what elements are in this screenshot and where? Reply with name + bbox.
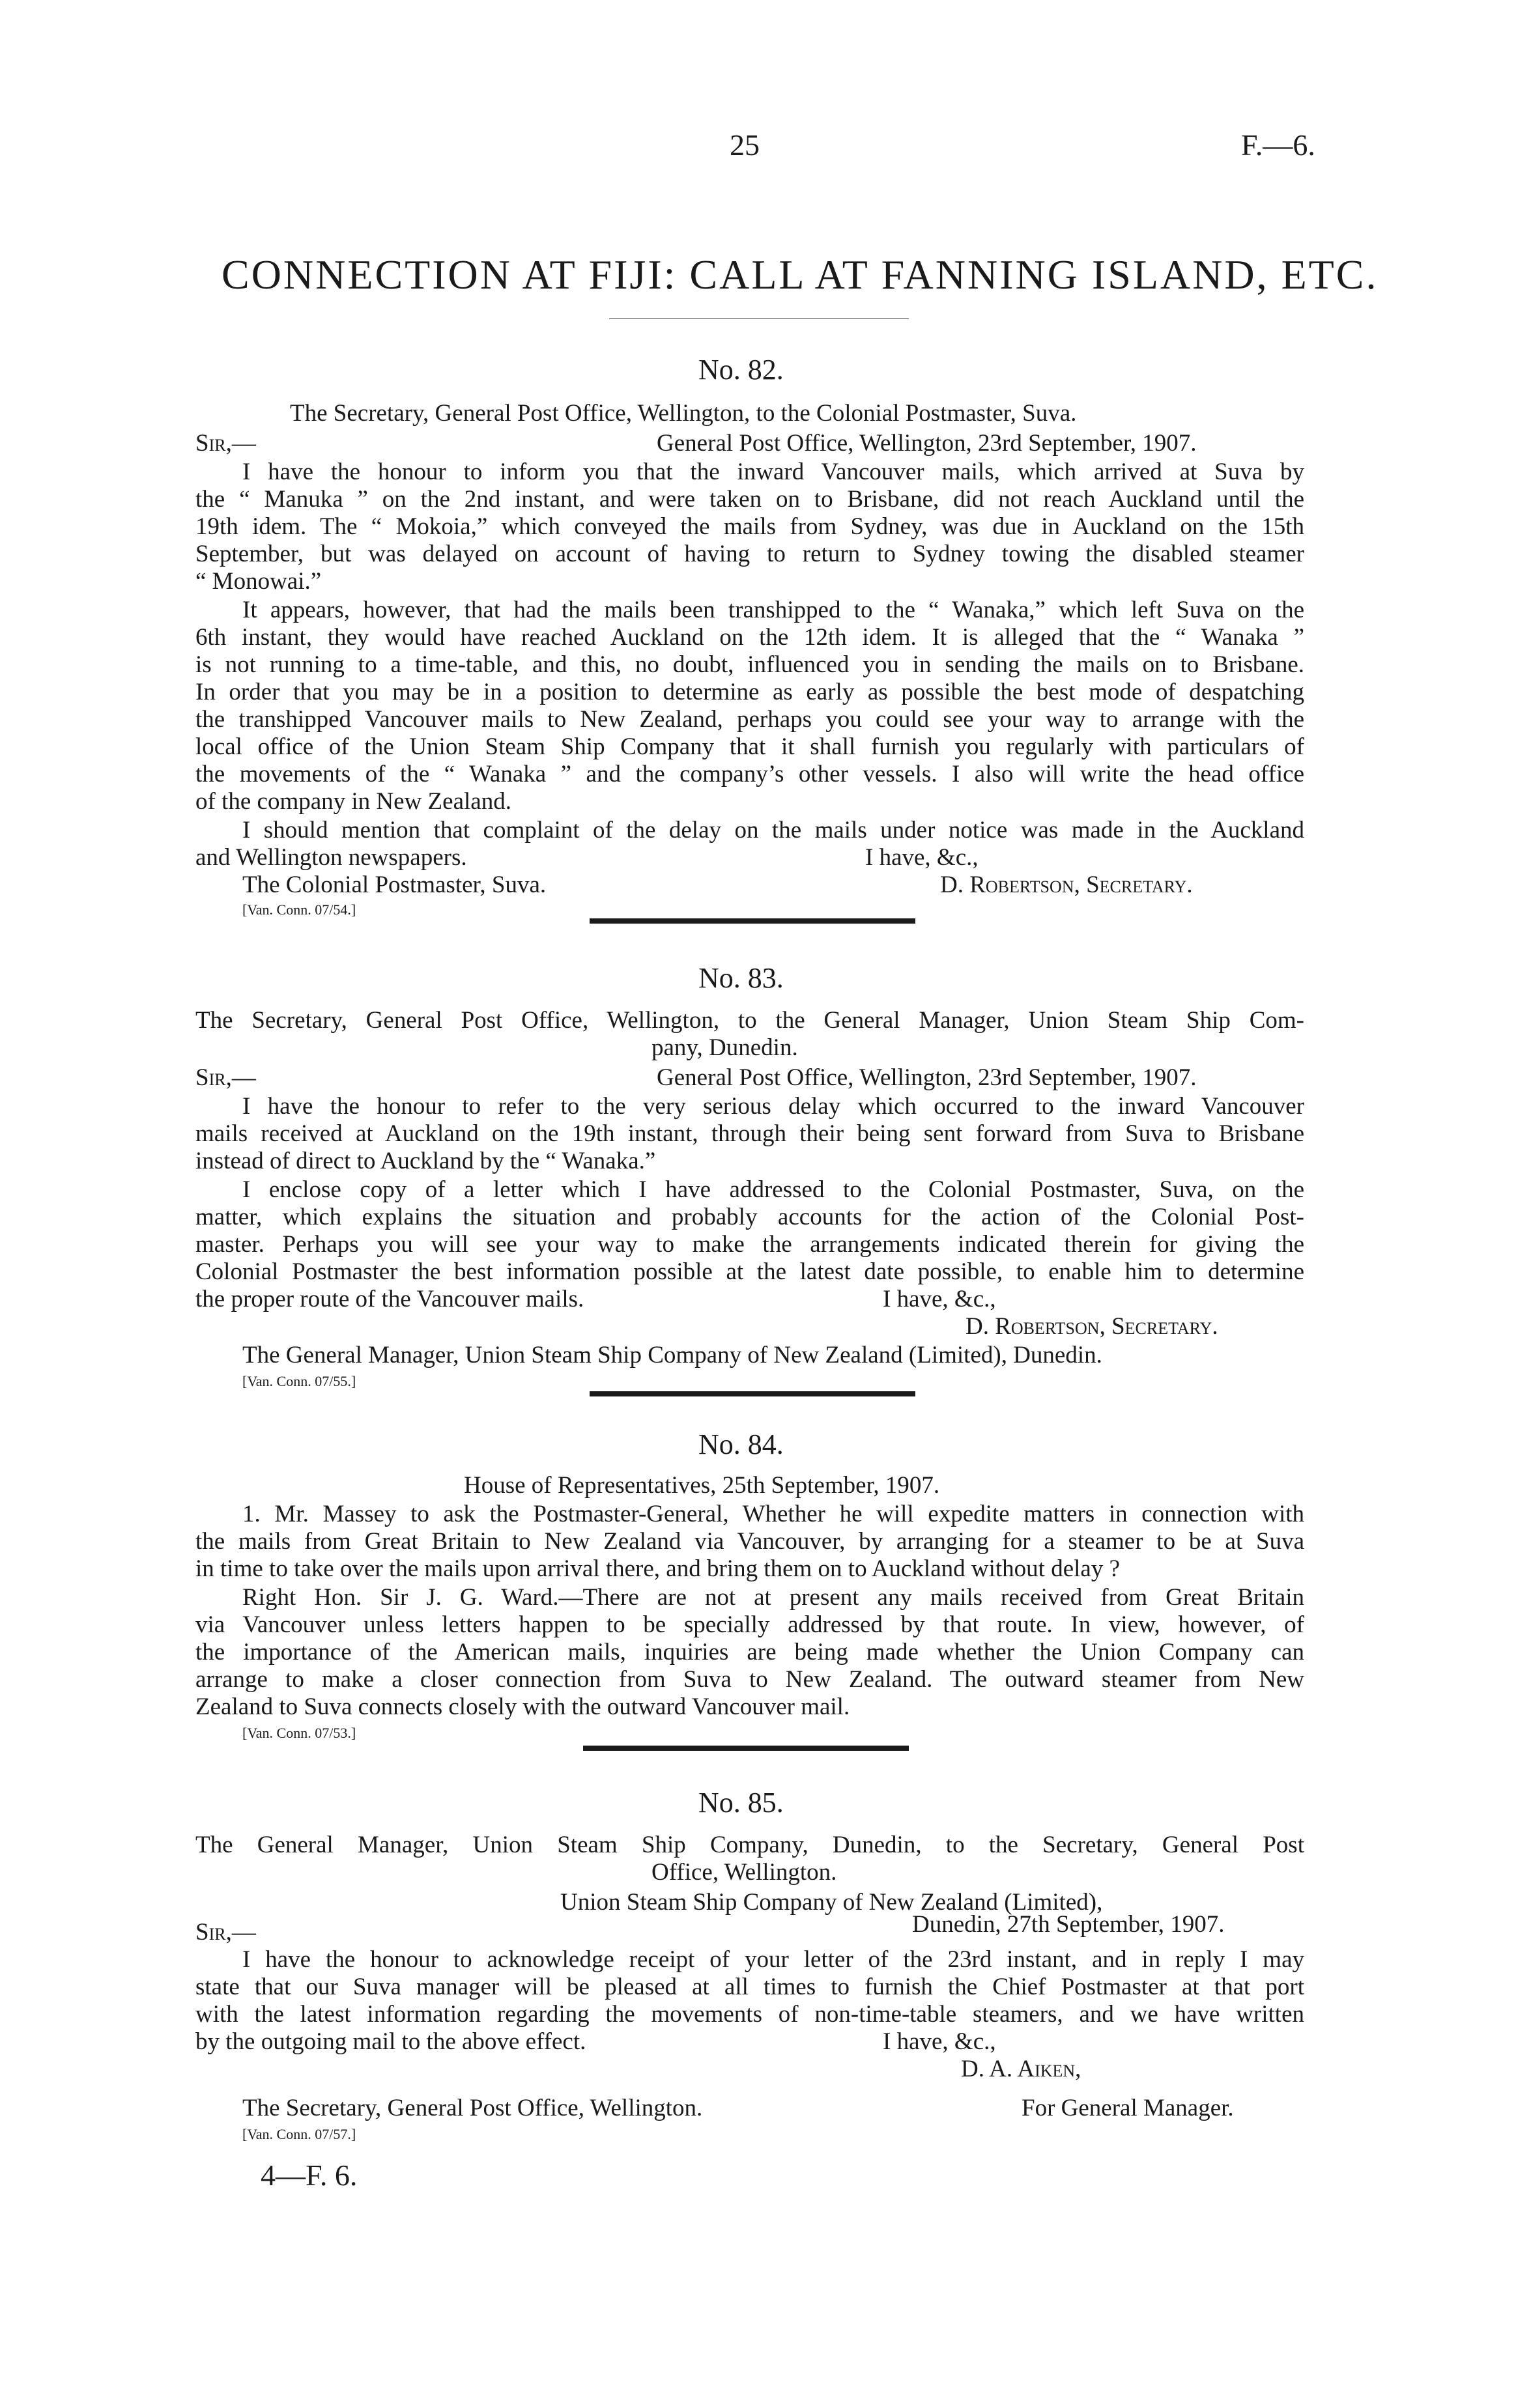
- file-reference: [Van. Conn. 07/55.]: [242, 1373, 356, 1389]
- closing: I have, &c.,: [865, 844, 979, 871]
- question-line: 1. Mr. Massey to ask the Postmaster-General, Whether he will expedite matters in connection with: [242, 1501, 1304, 1527]
- letter-heading-continued: Office, Wellington.: [651, 1859, 837, 1886]
- body-line: It appears, however, that had the mails been transhipped to the “ Wanaka,” which left Suva on the: [242, 597, 1304, 623]
- body-line: master. Perhaps you will see your way to make the arrangements indicated therein for giving the: [195, 1231, 1304, 1258]
- body-line: 19th idem. The “ Mokoia,” which conveyed the mails from Sydney, was due in Auckland on the 15th: [195, 513, 1304, 540]
- body-line: by the outgoing mail to the above effect.: [195, 2028, 586, 2055]
- body-line: I enclose copy of a letter which I have addressed to the Colonial Postmaster, Suva, on the: [242, 1176, 1304, 1203]
- body-line: with the latest information regarding the movements of non-time-table steamers, and we have written: [195, 2001, 1304, 2028]
- body-line: local office of the Union Steam Ship Company that it shall furnish you regularly with particulars of: [195, 733, 1304, 760]
- body-line: instead of direct to Auckland by the “ Wanaka.”: [195, 1148, 656, 1174]
- closing: I have, &c.,: [883, 1286, 996, 1312]
- page-number: 25: [730, 128, 760, 162]
- salutation: Sir,—: [195, 1919, 256, 1946]
- letter-heading: The Secretary, General Post Office, Wellington, to the Colonial Postmaster, Suva.: [290, 400, 1077, 427]
- question-line: in time to take over the mails upon arrival there, and bring them on to Auckland without delay ?: [195, 1555, 1120, 1582]
- letter-heading-continued: pany, Dunedin.: [651, 1034, 798, 1061]
- body-line: 6th instant, they would have reached Auckland on the 12th idem. It is alleged that the “ Wanaka ”: [195, 624, 1304, 651]
- letter-number: No. 83.: [698, 962, 784, 994]
- title-divider: [609, 318, 909, 319]
- body-line: September, but was delayed on account of having to return to Sydney towing the disabled steamer: [195, 541, 1304, 567]
- section-divider: [590, 918, 915, 924]
- closing: I have, &c.,: [883, 2028, 996, 2055]
- printer-signature-mark: 4—F. 6.: [261, 2159, 358, 2192]
- body-line: and Wellington newspapers.: [195, 844, 467, 871]
- body-line: I have the honour to inform you that the inward Vancouver mails, which arrived at Suva by: [242, 459, 1304, 485]
- body-line: I have the honour to refer to the very serious delay which occurred to the inward Vancouver: [242, 1093, 1304, 1120]
- file-reference: [Van. Conn. 07/57.]: [242, 2126, 356, 2142]
- salutation: Sir,—: [195, 1064, 256, 1091]
- addressee: The Secretary, General Post Office, Wellington.: [242, 2095, 703, 2121]
- answer-line: the importance of the American mails, inquiries are being made whether the Union Company can: [195, 1639, 1304, 1665]
- body-line: the proper route of the Vancouver mails.: [195, 1286, 584, 1312]
- letter-number: No. 85.: [698, 1787, 784, 1819]
- file-reference: [Van. Conn. 07/53.]: [242, 1725, 356, 1741]
- signature-name: D. A. Aiken,: [961, 2056, 1081, 2082]
- answer-line: arrange to make a closer connection from Suva to New Zealand. The outward steamer from New: [195, 1666, 1304, 1693]
- section-divider: [590, 1391, 915, 1396]
- question-line: the mails from Great Britain to New Zealand via Vancouver, by arranging for a steamer to be at Suva: [195, 1528, 1304, 1555]
- section-divider: [583, 1746, 909, 1751]
- letter-heading: The General Manager, Union Steam Ship Company, Dunedin, to the Secretary, General Post: [195, 1832, 1304, 1858]
- signature: D. Robertson, Secretary.: [965, 1313, 1218, 1340]
- addressee: The Colonial Postmaster, Suva.: [242, 871, 547, 898]
- place-date: Dunedin, 27th September, 1907.: [912, 1911, 1225, 1938]
- body-line: the movements of the “ Wanaka ” and the company’s other vessels. I also will write the head office: [195, 761, 1304, 787]
- file-reference: [Van. Conn. 07/54.]: [242, 901, 356, 918]
- body-line: “ Monowai.”: [195, 568, 322, 595]
- body-line: the transhipped Vancouver mails to New Zealand, perhaps you could see your way to arrange with the: [195, 706, 1304, 733]
- addressee: The General Manager, Union Steam Ship Company of New Zealand (Limited), Dunedin.: [242, 1342, 1102, 1368]
- body-line: is not running to a time-table, and this, no doubt, influenced you in sending the mails on to Brisbane.: [195, 651, 1304, 678]
- place-date: General Post Office, Wellington, 23rd September, 1907.: [657, 430, 1197, 457]
- place-date: House of Representatives, 25th September, 1907.: [464, 1472, 940, 1499]
- body-line: of the company in New Zealand.: [195, 788, 511, 815]
- body-line: mails received at Auckland on the 19th instant, through their being sent forward from Suva to Brisbane: [195, 1120, 1304, 1147]
- answer-line: Right Hon. Sir J. G. Ward.—There are not at present any mails received from Great Britain: [242, 1584, 1304, 1611]
- answer-line: Zealand to Suva connects closely with the outward Vancouver mail.: [195, 1693, 850, 1720]
- body-line: the “ Manuka ” on the 2nd instant, and were taken on to Brisbane, did not reach Auckland until the: [195, 486, 1304, 513]
- body-line: In order that you may be in a position to determine as early as possible the best mode of despatching: [195, 679, 1304, 705]
- document-reference: F.—6.: [1241, 128, 1315, 162]
- letter-number: No. 82.: [698, 354, 784, 386]
- body-line: matter, which explains the situation and probably accounts for the action of the Colonial Post-: [195, 1204, 1304, 1230]
- answer-line: via Vancouver unless letters happen to be specially addressed by that route. In view, however, of: [195, 1611, 1304, 1638]
- salutation: Sir,—: [195, 430, 256, 457]
- body-line: state that our Suva manager will be pleased at all times to furnish the Chief Postmaster at that port: [195, 1974, 1304, 2000]
- place-line: Union Steam Ship Company of New Zealand (Limited),: [560, 1889, 1103, 1916]
- body-line: I have the honour to acknowledge receipt of your letter of the 23rd instant, and in reply I may: [242, 1946, 1304, 1973]
- body-line: Colonial Postmaster the best information possible at the latest date possible, to enable him to determine: [195, 1258, 1304, 1285]
- letter-heading: The Secretary, General Post Office, Wellington, to the General Manager, Union Steam Ship Com-: [195, 1007, 1304, 1034]
- letter-number: No. 84.: [698, 1428, 784, 1460]
- page-title: CONNECTION AT FIJI: CALL AT FANNING ISLAND, ETC.: [222, 251, 1379, 298]
- body-line: I should mention that complaint of the delay on the mails under notice was made in the Auckland: [242, 817, 1304, 843]
- signature-title: For General Manager.: [1022, 2095, 1234, 2121]
- place-date: General Post Office, Wellington, 23rd September, 1907.: [657, 1064, 1197, 1091]
- signature: D. Robertson, Secretary.: [940, 871, 1193, 898]
